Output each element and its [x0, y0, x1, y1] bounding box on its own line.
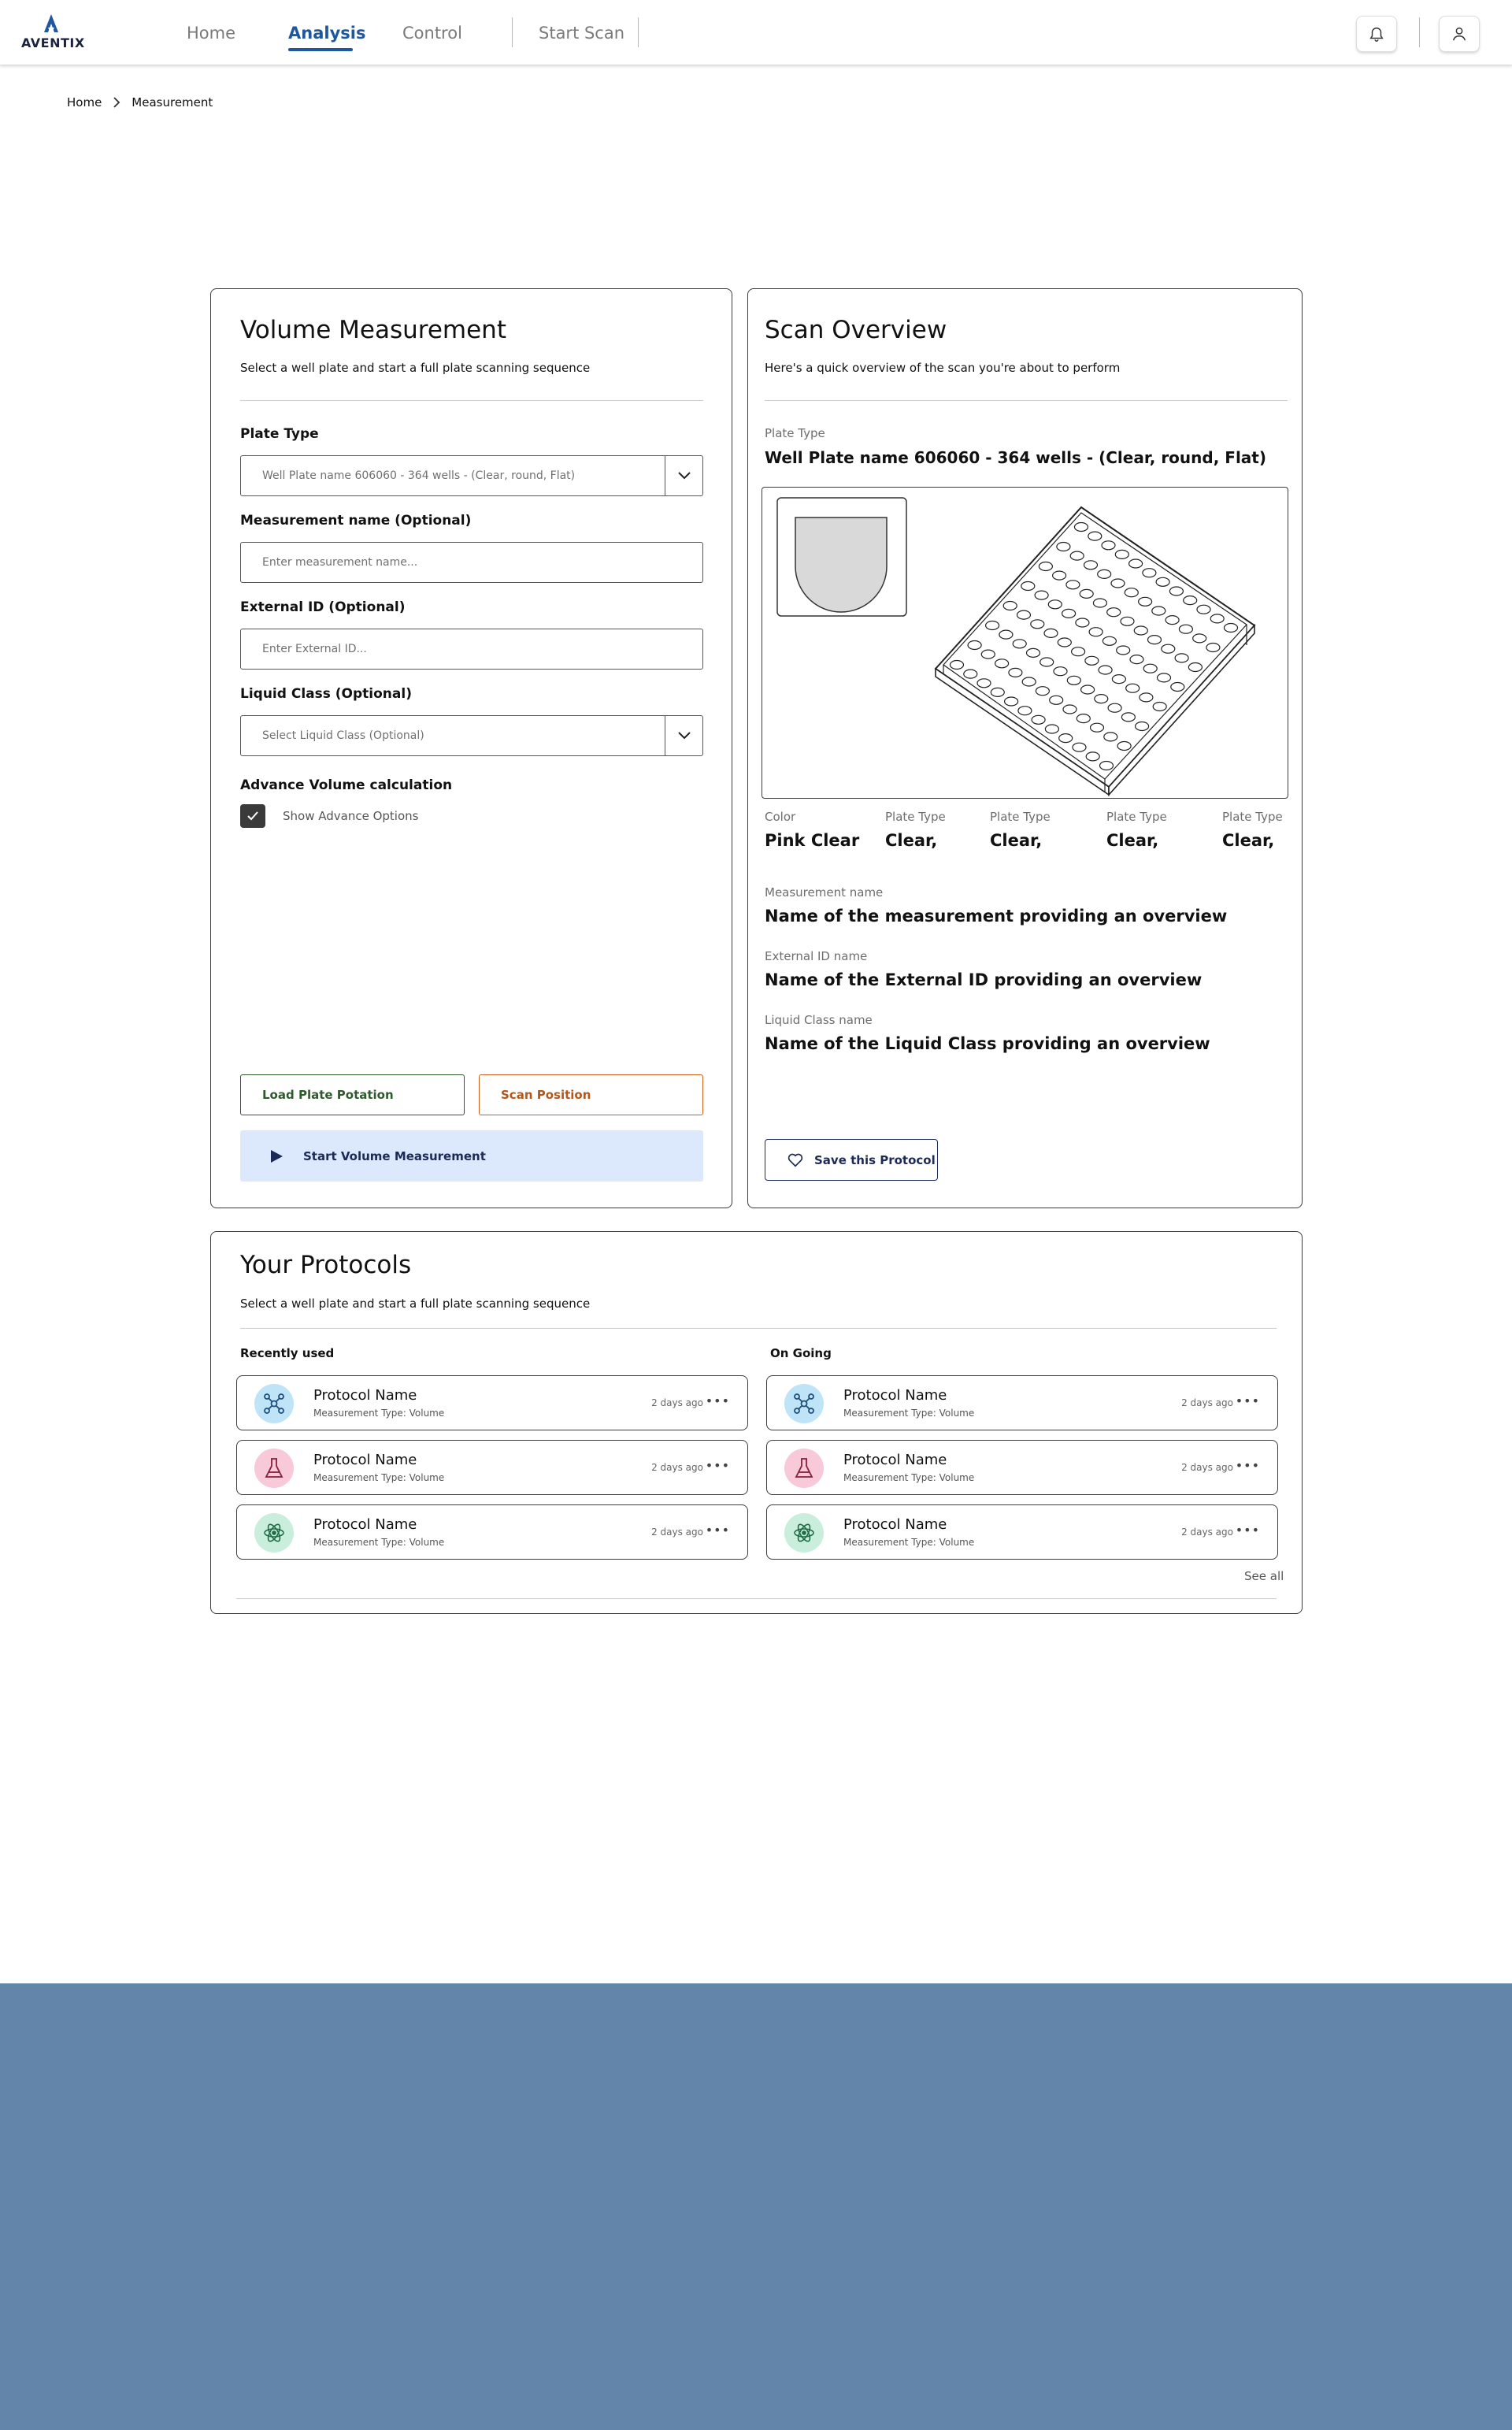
measurement-name-placeholder: Enter measurement name... [262, 556, 418, 569]
plate-well [1085, 656, 1099, 665]
plate-well [1031, 620, 1044, 629]
external-id-label: External ID (Optional) [240, 599, 406, 615]
protocols-card [210, 1231, 1303, 1614]
card-title: Scan Overview [765, 316, 947, 344]
see-all-link[interactable]: See all [1244, 1569, 1284, 1583]
plate-well [1018, 707, 1032, 715]
plate-well [977, 679, 991, 688]
divider [765, 400, 1288, 401]
plate-well [1121, 617, 1134, 625]
plate-well [1115, 550, 1128, 558]
protocol-type: Measurement Type: Volume [843, 1537, 975, 1548]
attr-plate-type-value: Clear, [885, 831, 938, 850]
plate-well [1143, 664, 1157, 673]
nav-home[interactable]: Home [187, 24, 236, 43]
protocol-name: Protocol Name [843, 1516, 947, 1533]
brand-logo[interactable] [21, 13, 84, 51]
plate-well [1193, 634, 1206, 643]
plate-well [1059, 734, 1073, 743]
plate-well [1032, 715, 1045, 724]
volume-measurement-card [210, 288, 732, 1208]
more-options-icon[interactable]: ••• [705, 1458, 730, 1473]
plate-well [986, 621, 999, 630]
nav-divider [1419, 17, 1420, 47]
show-advance-checkbox[interactable] [240, 804, 265, 828]
plate-well [1088, 532, 1102, 540]
more-options-icon[interactable]: ••• [1235, 1393, 1260, 1408]
plate-well [1156, 577, 1169, 586]
more-options-icon[interactable]: ••• [1235, 1458, 1260, 1473]
plate-well [1104, 733, 1117, 741]
plate-well [1075, 523, 1088, 532]
plate-well [1134, 626, 1147, 635]
nav-control[interactable]: Control [402, 24, 462, 43]
more-options-icon[interactable]: ••• [1235, 1523, 1260, 1538]
plate-well [1072, 647, 1085, 656]
attr-plate-type-value: Clear, [990, 831, 1043, 850]
save-protocol-label: Save this Protocol [814, 1152, 936, 1167]
user-icon [1451, 25, 1468, 43]
plate-well [1021, 582, 1035, 591]
plate-well [1175, 654, 1188, 662]
measurement-name-label: Measurement name (Optional) [240, 513, 472, 529]
external-id-placeholder: Enter External ID... [262, 643, 367, 655]
chevron-right-icon [113, 97, 120, 108]
plate-well [1136, 722, 1149, 731]
breadcrumb-current: Measurement [132, 95, 213, 109]
external-id-value: Name of the External ID providing an overview [765, 970, 1203, 989]
protocol-name: Protocol Name [843, 1452, 947, 1468]
plate-well [1169, 587, 1183, 595]
protocol-time: 2 days ago [651, 1527, 703, 1538]
scan-position-button[interactable]: Scan Position [479, 1074, 703, 1115]
well-plate-illustration [762, 488, 1289, 799]
plate-well [951, 661, 964, 670]
protocol-list-item[interactable] [766, 1504, 1278, 1560]
plate-well [999, 630, 1013, 639]
measurement-name-value: Name of the measurement providing an overview [765, 907, 1228, 926]
divider [240, 400, 703, 401]
nav-divider [512, 17, 513, 47]
liquid-class-placeholder: Select Liquid Class (Optional) [262, 729, 424, 742]
plate-well [1140, 693, 1153, 702]
plate-well [1005, 697, 1018, 706]
bell-icon [1368, 25, 1385, 43]
plate-well [1058, 638, 1071, 647]
protocol-list-item[interactable] [236, 1504, 748, 1560]
plate-well [1166, 616, 1179, 625]
plate-well [1225, 624, 1238, 633]
nav-analysis[interactable]: Analysis [288, 24, 366, 43]
plate-well [1093, 599, 1106, 607]
plate-well [1184, 596, 1197, 605]
overview-plate-type-value: Well Plate name 606060 - 364 wells - (Clear, round, Flat) [765, 448, 1266, 467]
plate-well [1112, 675, 1125, 684]
plate-well [1044, 629, 1058, 637]
plate-well [1095, 695, 1108, 703]
plate-well [1022, 677, 1036, 686]
plate-well [1081, 685, 1095, 694]
plate-well [1117, 646, 1130, 655]
protocol-list-item[interactable] [766, 1375, 1278, 1430]
logo-mark-icon [42, 13, 61, 34]
plate-well [1077, 714, 1090, 723]
plate-well [1117, 742, 1131, 751]
protocol-type: Measurement Type: Volume [843, 1472, 975, 1483]
active-nav-indicator [288, 48, 353, 51]
checkmark-icon [246, 811, 259, 822]
plate-well [1066, 581, 1080, 589]
chevron-down-icon [677, 471, 691, 480]
plate-preview [762, 487, 1288, 799]
attr-plate-type-label: Plate Type [1222, 810, 1283, 824]
start-volume-measurement-button[interactable] [240, 1130, 703, 1182]
plate-well [1057, 543, 1070, 551]
plate-well [1158, 673, 1171, 682]
card-subtitle: Select a well plate and start a full plate scanning sequence [240, 361, 591, 375]
card-title: Volume Measurement [240, 316, 506, 344]
protocol-type: Measurement Type: Volume [313, 1408, 445, 1419]
play-icon [269, 1149, 284, 1163]
plate-well [1108, 703, 1121, 712]
card-title: Your Protocols [240, 1251, 412, 1279]
plate-well [991, 688, 1004, 696]
ongoing-heading: On Going [770, 1346, 832, 1360]
nav-divider [638, 17, 639, 47]
plate-well [1091, 723, 1104, 732]
protocol-name: Protocol Name [843, 1387, 947, 1404]
nav-start-scan[interactable]: Start Scan [539, 24, 625, 43]
liquid-class-label: Liquid Class (Optional) [240, 686, 412, 702]
plate-well [1073, 743, 1086, 751]
plate-well [968, 641, 981, 650]
plate-well [1084, 561, 1098, 569]
plate-well [1148, 636, 1162, 644]
plate-well [1086, 752, 1099, 761]
dropdown-toggle[interactable] [665, 716, 702, 755]
plate-well [1129, 559, 1143, 568]
footer-band [0, 1983, 1512, 2430]
save-protocol-button[interactable] [765, 1139, 938, 1181]
plate-well [1070, 551, 1084, 560]
protocol-type: Measurement Type: Volume [313, 1472, 445, 1483]
advance-volume-label: Advance Volume calculation [240, 777, 453, 793]
attr-plate-type-value: Clear, [1106, 831, 1159, 850]
plate-well [1076, 618, 1089, 627]
plate-well [1048, 600, 1062, 609]
liquid-class-label: Liquid Class name [765, 1013, 873, 1027]
protocol-name: Protocol Name [313, 1387, 417, 1404]
plate-well [1062, 609, 1076, 618]
user-profile-button[interactable] [1439, 16, 1480, 52]
dropdown-toggle[interactable] [665, 456, 702, 495]
plate-well [1045, 725, 1058, 733]
breadcrumb-home[interactable]: Home [67, 95, 102, 109]
plate-well [1126, 684, 1140, 692]
protocol-time: 2 days ago [1181, 1397, 1233, 1408]
protocol-list-item[interactable] [236, 1375, 748, 1430]
protocol-type: Measurement Type: Volume [313, 1537, 445, 1548]
plate-well [1036, 687, 1049, 696]
plate-well [1053, 571, 1066, 580]
plate-well [1102, 541, 1115, 550]
more-options-icon[interactable]: ••• [705, 1393, 730, 1408]
measurement-name-input[interactable] [240, 542, 703, 583]
plate-well [1130, 655, 1143, 664]
attr-plate-type-label: Plate Type [1106, 810, 1167, 824]
plate-well [1102, 636, 1116, 645]
protocol-list-item[interactable] [236, 1440, 748, 1495]
plate-well [1067, 676, 1080, 684]
liquid-class-select[interactable] [240, 715, 703, 756]
protocol-list-item[interactable] [766, 1440, 1278, 1495]
plate-well [1039, 562, 1052, 571]
brand-name: AVENTIX [21, 35, 85, 50]
plate-well [1179, 625, 1192, 633]
plate-well [1188, 663, 1202, 672]
plate-well [1009, 668, 1022, 677]
external-id-input[interactable] [240, 629, 703, 670]
plate-well [1153, 703, 1166, 711]
plate-well [1171, 683, 1184, 692]
attr-plate-type-value: Clear, [1222, 831, 1275, 850]
divider [236, 1598, 1277, 1599]
protocol-time: 2 days ago [1181, 1462, 1233, 1473]
plate-well [1080, 589, 1093, 598]
plate-well [1050, 696, 1063, 704]
protocol-time: 2 days ago [651, 1462, 703, 1473]
external-id-label: External ID name [765, 949, 868, 963]
plate-well [1035, 591, 1048, 599]
plate-well [1111, 579, 1125, 588]
scan-overview-card [747, 288, 1303, 1208]
atom-icon [254, 1513, 294, 1553]
top-navigation-bar [0, 0, 1512, 65]
overview-plate-type-label: Plate Type [765, 426, 825, 440]
more-options-icon[interactable]: ••• [705, 1523, 730, 1538]
plate-type-label: Plate Type [240, 426, 319, 442]
plate-type-select[interactable] [240, 455, 703, 496]
protocol-time: 2 days ago [1181, 1527, 1233, 1538]
measurement-name-label: Measurement name [765, 885, 884, 900]
plate-well [1063, 705, 1077, 714]
attr-plate-type-label: Plate Type [990, 810, 1051, 824]
plate-well [1098, 569, 1111, 578]
divider [240, 1328, 1277, 1329]
molecule-icon [784, 1384, 824, 1423]
plate-well [1162, 644, 1175, 653]
card-subtitle: Select a well plate and start a full plate scanning sequence [240, 1297, 591, 1311]
attr-plate-type-label: Plate Type [885, 810, 946, 824]
load-plate-button[interactable]: Load Plate Potation [240, 1074, 465, 1115]
start-button-label: Start Volume Measurement [303, 1148, 486, 1163]
protocol-name: Protocol Name [313, 1516, 417, 1533]
plate-well [1089, 628, 1102, 636]
plate-well [1121, 713, 1135, 722]
heart-icon [788, 1153, 803, 1167]
plate-well [1206, 644, 1220, 652]
protocol-time: 2 days ago [651, 1397, 703, 1408]
plate-well [1152, 607, 1166, 615]
plate-well [1100, 762, 1114, 770]
plate-well [1139, 597, 1152, 606]
plate-well [1197, 605, 1210, 614]
plate-well [995, 659, 1009, 668]
flask-icon [784, 1449, 824, 1488]
plate-well [981, 650, 995, 659]
atom-icon [784, 1513, 824, 1553]
plate-well [1003, 602, 1017, 610]
plate-well [1107, 608, 1121, 617]
plate-well [1013, 640, 1026, 648]
plate-well [1027, 648, 1040, 657]
attr-color-label: Color [765, 810, 796, 824]
protocol-name: Protocol Name [313, 1452, 417, 1468]
plate-well [1125, 588, 1138, 597]
plate-well [1143, 569, 1156, 577]
plate-type-value: Well Plate name 606060 - 364 wells - (Clear, round, Flat) [262, 469, 576, 482]
plate-well [1054, 667, 1067, 676]
molecule-icon [254, 1384, 294, 1423]
show-advance-label[interactable]: Show Advance Options [283, 809, 419, 823]
breadcrumb [67, 95, 213, 109]
liquid-class-value: Name of the Liquid Class providing an overview [765, 1034, 1210, 1053]
recently-used-heading: Recently used [240, 1346, 335, 1360]
plate-well [1017, 610, 1031, 619]
protocol-type: Measurement Type: Volume [843, 1408, 975, 1419]
card-subtitle: Here's a quick overview of the scan you're about to perform [765, 361, 1121, 375]
flask-icon [254, 1449, 294, 1488]
plate-well [1210, 614, 1224, 623]
plate-well [964, 670, 977, 678]
plate-well [1040, 658, 1054, 666]
plate-well [1099, 666, 1112, 674]
chevron-down-icon [677, 731, 691, 740]
notifications-button[interactable] [1356, 16, 1397, 52]
attr-color-value: Pink Clear [765, 831, 860, 850]
